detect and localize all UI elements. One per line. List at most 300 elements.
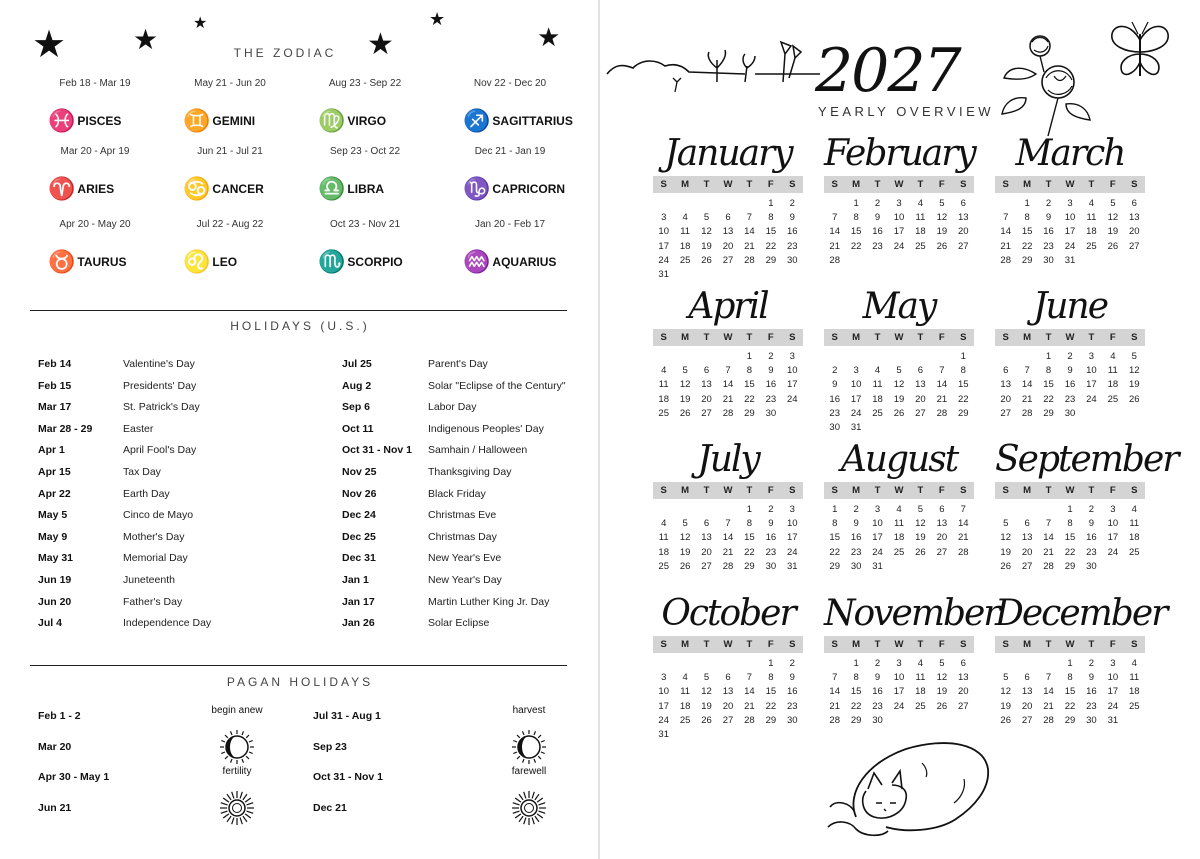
day-cell: 18 (1107, 379, 1119, 391)
weekday-label: S (960, 332, 967, 343)
zodiac-label: PISCES (77, 114, 122, 128)
day-cell: 4 (661, 518, 667, 530)
day-cell: 22 (765, 240, 777, 252)
holiday-name: Juneteenth (123, 574, 175, 586)
weekday-label: S (831, 485, 838, 496)
day-cell: 1 (960, 351, 966, 362)
day-cell: 12 (1000, 686, 1011, 698)
day-cell: 31 (850, 421, 862, 433)
star-icon: ★ (32, 24, 67, 66)
day-cell: 30 (1086, 560, 1097, 572)
weekday-label: T (703, 485, 710, 496)
day-cell: 8 (1024, 212, 1030, 224)
day-cell: 17 (786, 532, 798, 544)
day-cell: 11 (915, 212, 926, 224)
day-cell: 15 (765, 226, 777, 238)
day-cell: 23 (850, 546, 862, 558)
day-cell: 15 (850, 686, 862, 698)
weekday-label: M (852, 639, 861, 650)
day-cell: 9 (874, 672, 881, 684)
day-cell: 15 (829, 532, 840, 544)
weekday-header (824, 176, 974, 193)
weekday-label: M (1023, 639, 1032, 650)
day-cell: 13 (722, 226, 734, 238)
empty-day (674, 197, 695, 211)
day-cell: 7 (1045, 518, 1052, 530)
day-cell: 28 (829, 254, 840, 266)
day-cell: 30 (765, 560, 777, 572)
pagan-date: Mar 20 (38, 740, 72, 753)
day-cell: 1 (853, 198, 859, 209)
day-cell: 2 (853, 504, 859, 515)
holiday-date: Dec 31 (342, 552, 376, 565)
day-cell: 26 (936, 240, 948, 252)
holiday-date: Jul 4 (38, 617, 62, 630)
star-icon: ★ (133, 24, 159, 55)
day-cell: 25 (658, 407, 669, 419)
weekday-label: S (1002, 485, 1009, 496)
empty-day (674, 350, 695, 364)
day-cell: 17 (872, 532, 883, 544)
day-cell: 5 (917, 504, 924, 515)
zodiac-label: SAGITTARIUS (492, 114, 573, 128)
day-cell: 4 (917, 658, 924, 669)
day-cell: 19 (1000, 700, 1011, 712)
zodiac-label: SCORPIO (347, 255, 403, 269)
weekday-label: S (960, 179, 967, 190)
day-cell: 20 (701, 546, 712, 558)
weekday-label: M (681, 639, 690, 650)
day-cell: 28 (722, 560, 734, 572)
day-cell: 18 (1086, 226, 1097, 238)
holiday-name: Father's Day (123, 595, 183, 608)
day-cell: 16 (872, 686, 883, 698)
day-cell: 16 (1064, 379, 1076, 391)
day-cell: 17 (658, 700, 669, 712)
day-cell: 29 (765, 714, 777, 726)
day-grid (653, 350, 803, 421)
day-cell: 30 (786, 254, 798, 266)
day-cell: 26 (936, 700, 948, 712)
day-cell: 3 (1110, 504, 1116, 515)
day-cell: 8 (746, 518, 753, 530)
day-cell: 10 (893, 672, 905, 684)
day-cell: 29 (1021, 254, 1033, 266)
day-cell: 21 (722, 546, 734, 558)
day-cell: 22 (1021, 240, 1033, 252)
day-cell: 21 (1000, 240, 1011, 252)
day-cell: 3 (661, 212, 667, 224)
day-cell: 11 (1107, 365, 1118, 377)
weekday-label: T (874, 639, 881, 650)
day-cell: 31 (658, 268, 669, 280)
day-cell: 27 (1128, 240, 1140, 252)
day-cell: 8 (853, 672, 859, 684)
weekday-label: F (938, 179, 945, 190)
day-cell: 14 (1000, 226, 1011, 238)
empty-day (910, 350, 931, 364)
pagan-date: Jul 31 - Aug 1 (313, 710, 381, 722)
holiday-name: Parent's Day (428, 358, 488, 370)
day-cell: 17 (1107, 686, 1119, 698)
weekday-label: F (767, 639, 774, 650)
weekday-label: S (831, 332, 838, 343)
day-cell: 29 (744, 407, 755, 419)
day-cell: 18 (658, 393, 669, 405)
holiday-date: Apr 1 (38, 444, 65, 457)
zodiac-dates: Apr 20 - May 20 (59, 219, 131, 230)
day-grid (824, 503, 974, 574)
zodiac-dates: Feb 18 - Mar 19 (59, 78, 131, 89)
weekday-label: W (1065, 639, 1075, 650)
day-cell: 1 (746, 351, 753, 362)
empty-day (995, 503, 1016, 517)
weekday-label: T (917, 179, 924, 190)
day-grid (995, 657, 1145, 728)
weekday-label: T (1088, 485, 1095, 496)
day-cell: 9 (874, 212, 881, 224)
weekday-label: T (874, 332, 881, 343)
month-name: June (1032, 286, 1108, 327)
day-cell: 7 (725, 365, 731, 377)
day-cell: 7 (832, 672, 838, 684)
day-cell: 21 (1043, 700, 1054, 712)
day-cell: 19 (936, 226, 948, 238)
day-cell: 10 (893, 212, 905, 224)
day-cell: 19 (1128, 379, 1140, 391)
empty-day (995, 657, 1016, 671)
day-cell: 12 (1107, 212, 1119, 224)
day-cell: 3 (1110, 658, 1116, 669)
day-cell: 2 (768, 504, 774, 515)
empty-day (995, 350, 1016, 364)
day-cell: 27 (957, 700, 969, 712)
weekday-label: T (746, 179, 753, 190)
holiday-date: Feb 14 (38, 358, 72, 370)
day-cell: 17 (1107, 532, 1119, 544)
day-cell: 14 (1021, 379, 1033, 391)
empty-day (674, 503, 695, 517)
day-cell: 4 (896, 504, 902, 515)
day-cell: 12 (701, 226, 712, 238)
day-cell: 25 (915, 240, 926, 252)
day-cell: 26 (893, 407, 905, 419)
day-cell: 7 (1003, 212, 1009, 224)
weekday-label: T (917, 639, 924, 650)
day-cell: 3 (896, 198, 902, 209)
empty-day (888, 350, 909, 364)
holiday-date: Nov 25 (342, 466, 377, 478)
empty-day (739, 657, 760, 671)
day-cell: 26 (679, 407, 691, 419)
day-cell: 3 (789, 351, 795, 362)
day-cell: 24 (786, 546, 798, 558)
day-cell: 18 (1128, 532, 1140, 544)
day-cell: 8 (1067, 518, 1073, 530)
day-cell: 17 (1086, 379, 1097, 391)
day-cell: 4 (917, 198, 924, 209)
star-icon: ★ (537, 22, 561, 52)
day-cell: 10 (786, 365, 798, 377)
year-subtitle: YEARLY OVERVIEW (818, 104, 995, 119)
day-cell: 13 (936, 518, 948, 530)
zodiac-symbol-icon: ♌ (183, 249, 211, 274)
day-cell: 6 (1024, 672, 1030, 684)
day-cell: 27 (701, 560, 712, 572)
zodiac-label: CAPRICORN (492, 182, 566, 196)
weekday-label: T (703, 179, 710, 190)
day-cell: 3 (874, 504, 881, 515)
zodiac-label: TAURUS (77, 255, 127, 269)
empty-day (717, 657, 738, 671)
day-cell: 4 (1110, 351, 1116, 362)
day-cell: 26 (1000, 714, 1011, 726)
day-cell: 31 (1107, 714, 1119, 726)
day-cell: 10 (658, 686, 669, 698)
weekday-label: W (723, 332, 733, 343)
day-cell: 14 (722, 532, 734, 544)
day-cell: 15 (1064, 532, 1076, 544)
day-cell: 21 (722, 393, 734, 405)
weekday-label: M (681, 179, 690, 190)
empty-day (931, 350, 952, 364)
day-cell: 7 (1024, 365, 1030, 377)
weekday-label: W (1065, 179, 1075, 190)
day-cell: 19 (701, 700, 712, 712)
flower-icon (996, 28, 1096, 138)
weekday-label: F (938, 639, 945, 650)
empty-day (653, 657, 674, 671)
day-cell: 28 (722, 407, 734, 419)
day-cell: 24 (786, 393, 798, 405)
holiday-name: St. Patrick's Day (123, 401, 200, 414)
day-cell: 19 (936, 686, 948, 698)
day-cell: 12 (679, 379, 691, 391)
day-cell: 23 (872, 240, 883, 252)
holiday-name: Memorial Day (123, 552, 188, 565)
holiday-date: Sep 6 (342, 401, 371, 414)
day-cell: 5 (939, 198, 945, 209)
day-cell: 17 (893, 226, 905, 238)
day-cell: 17 (1064, 226, 1076, 238)
day-cell: 12 (701, 686, 712, 698)
day-cell: 23 (1064, 393, 1076, 405)
holiday-name: Indigenous Peoples' Day (428, 422, 544, 435)
empty-day (995, 197, 1016, 211)
day-cell: 29 (1064, 560, 1076, 572)
day-cell: 14 (936, 379, 948, 391)
day-cell: 6 (1024, 518, 1030, 530)
holiday-name: Solar "Eclipse of the Century" (428, 379, 566, 392)
empty-day (824, 350, 845, 364)
day-cell: 18 (1128, 686, 1140, 698)
day-cell: 11 (658, 379, 669, 391)
day-cell: 11 (1129, 672, 1140, 684)
day-cell: 9 (789, 212, 795, 224)
day-cell: 11 (915, 672, 926, 684)
weekday-label: W (894, 179, 904, 190)
weekday-label: T (1088, 179, 1095, 190)
day-cell: 16 (850, 532, 862, 544)
day-cell: 16 (1086, 532, 1097, 544)
day-cell: 13 (701, 379, 712, 391)
holiday-date: May 5 (38, 509, 68, 522)
day-cell: 17 (658, 240, 669, 252)
holiday-date: Jul 25 (342, 358, 372, 370)
day-cell: 25 (1128, 700, 1140, 712)
day-cell: 17 (850, 393, 862, 405)
day-cell: 14 (1043, 532, 1054, 544)
day-cell: 9 (789, 672, 795, 684)
day-cell: 16 (1086, 686, 1097, 698)
day-cell: 1 (1067, 658, 1073, 669)
holidays-title: HOLIDAYS (U.S.) (230, 319, 370, 333)
day-cell: 30 (1064, 407, 1076, 419)
weekday-header (653, 329, 803, 346)
year-title: 2027 (815, 36, 960, 106)
day-cell: 10 (1107, 518, 1119, 530)
weekday-label: S (1002, 179, 1009, 190)
weekday-label: M (1023, 485, 1032, 496)
day-cell: 7 (1045, 672, 1052, 684)
day-cell: 26 (1000, 560, 1011, 572)
day-cell: 2 (1088, 658, 1095, 669)
day-cell: 15 (1021, 226, 1033, 238)
day-cell: 16 (1043, 226, 1054, 238)
day-cell: 7 (725, 518, 731, 530)
zodiac-dates: Mar 20 - Apr 19 (60, 146, 130, 157)
zodiac-symbol-icon: ♍ (318, 108, 346, 133)
empty-day (867, 350, 888, 364)
day-cell: 30 (829, 421, 840, 433)
day-cell: 20 (1128, 226, 1140, 238)
day-cell: 21 (744, 700, 755, 712)
day-cell: 3 (896, 658, 902, 669)
day-cell: 18 (658, 546, 669, 558)
day-cell: 1 (746, 504, 753, 515)
day-cell: 18 (872, 393, 883, 405)
day-cell: 14 (829, 686, 840, 698)
weekday-label: S (789, 332, 796, 343)
holiday-name: Christmas Eve (428, 509, 497, 522)
weekday-label: M (852, 332, 861, 343)
pagan-note: farewell (511, 766, 547, 777)
day-cell: 1 (768, 198, 774, 209)
weekday-label: M (852, 179, 861, 190)
zodiac-symbol-icon: ♎ (318, 176, 346, 201)
day-cell: 25 (658, 560, 669, 572)
day-cell: 13 (1128, 212, 1140, 224)
holiday-date: Oct 11 (342, 422, 374, 435)
day-cell: 5 (1003, 672, 1009, 684)
day-cell: 8 (1067, 672, 1073, 684)
day-cell: 3 (1088, 351, 1095, 362)
day-cell: 16 (765, 379, 777, 391)
weekday-header (995, 329, 1145, 346)
weekday-label: F (1109, 179, 1116, 190)
day-cell: 22 (829, 546, 840, 558)
weekday-label: T (874, 485, 881, 496)
holiday-date: Mar 17 (38, 401, 72, 414)
day-cell: 8 (1045, 365, 1052, 377)
day-cell: 11 (1086, 212, 1097, 224)
zodiac-dates: Jul 22 - Aug 22 (196, 219, 264, 230)
holiday-name: Christmas Day (428, 530, 497, 543)
month-name: March (1015, 133, 1125, 174)
day-cell: 19 (701, 240, 712, 252)
day-cell: 22 (1043, 393, 1054, 405)
landscape-doodle (605, 38, 825, 98)
day-cell: 20 (1021, 546, 1033, 558)
day-cell: 23 (786, 240, 798, 252)
day-cell: 29 (829, 560, 840, 572)
day-cell: 25 (893, 546, 905, 558)
day-cell: 25 (1107, 393, 1119, 405)
weekday-header (995, 176, 1145, 193)
day-cell: 8 (768, 212, 774, 224)
day-cell: 24 (1086, 393, 1097, 405)
weekday-label: T (746, 332, 753, 343)
weekday-label: T (746, 485, 753, 496)
weekday-label: W (723, 179, 733, 190)
day-grid (824, 197, 974, 268)
day-cell: 28 (957, 546, 969, 558)
day-cell: 5 (896, 365, 902, 377)
weekday-label: T (917, 332, 924, 343)
weekday-label: F (938, 332, 945, 343)
holiday-date: May 31 (38, 552, 74, 565)
zodiac-symbol-icon: ♑ (463, 176, 491, 201)
day-cell: 9 (853, 518, 859, 530)
weekday-label: M (1023, 332, 1032, 343)
weekday-label: S (789, 639, 796, 650)
day-cell: 14 (957, 518, 969, 530)
month-name: January (664, 133, 792, 174)
day-cell: 9 (768, 518, 774, 530)
day-cell: 13 (1000, 379, 1011, 391)
day-cell: 27 (722, 714, 734, 726)
day-cell: 29 (850, 714, 862, 726)
day-cell: 18 (915, 226, 926, 238)
holiday-name: Solar Eclipse (428, 617, 490, 630)
day-cell: 1 (768, 658, 774, 669)
day-cell: 28 (829, 714, 840, 726)
empty-day (1016, 350, 1037, 364)
day-cell: 4 (682, 212, 688, 224)
day-cell: 2 (1045, 198, 1052, 209)
holiday-date: Jun 19 (38, 574, 72, 586)
weekday-label: T (1045, 179, 1052, 190)
weekday-label: T (703, 639, 710, 650)
day-cell: 24 (893, 240, 905, 252)
day-cell: 13 (957, 212, 969, 224)
day-cell: 19 (679, 393, 691, 405)
day-cell: 1 (1024, 198, 1030, 209)
day-cell: 28 (1021, 407, 1033, 419)
day-cell: 20 (957, 226, 969, 238)
holiday-date: Apr 22 (38, 487, 71, 500)
day-cell: 31 (786, 560, 798, 572)
day-cell: 21 (1021, 393, 1033, 405)
day-cell: 26 (1107, 240, 1119, 252)
day-cell: 15 (744, 379, 755, 391)
holiday-name: New Year's Day (428, 574, 502, 586)
day-cell: 29 (765, 254, 777, 266)
weekday-label: S (831, 179, 838, 190)
weekday-label: W (723, 485, 733, 496)
holiday-name: Labor Day (428, 401, 477, 414)
day-cell: 21 (957, 532, 969, 544)
